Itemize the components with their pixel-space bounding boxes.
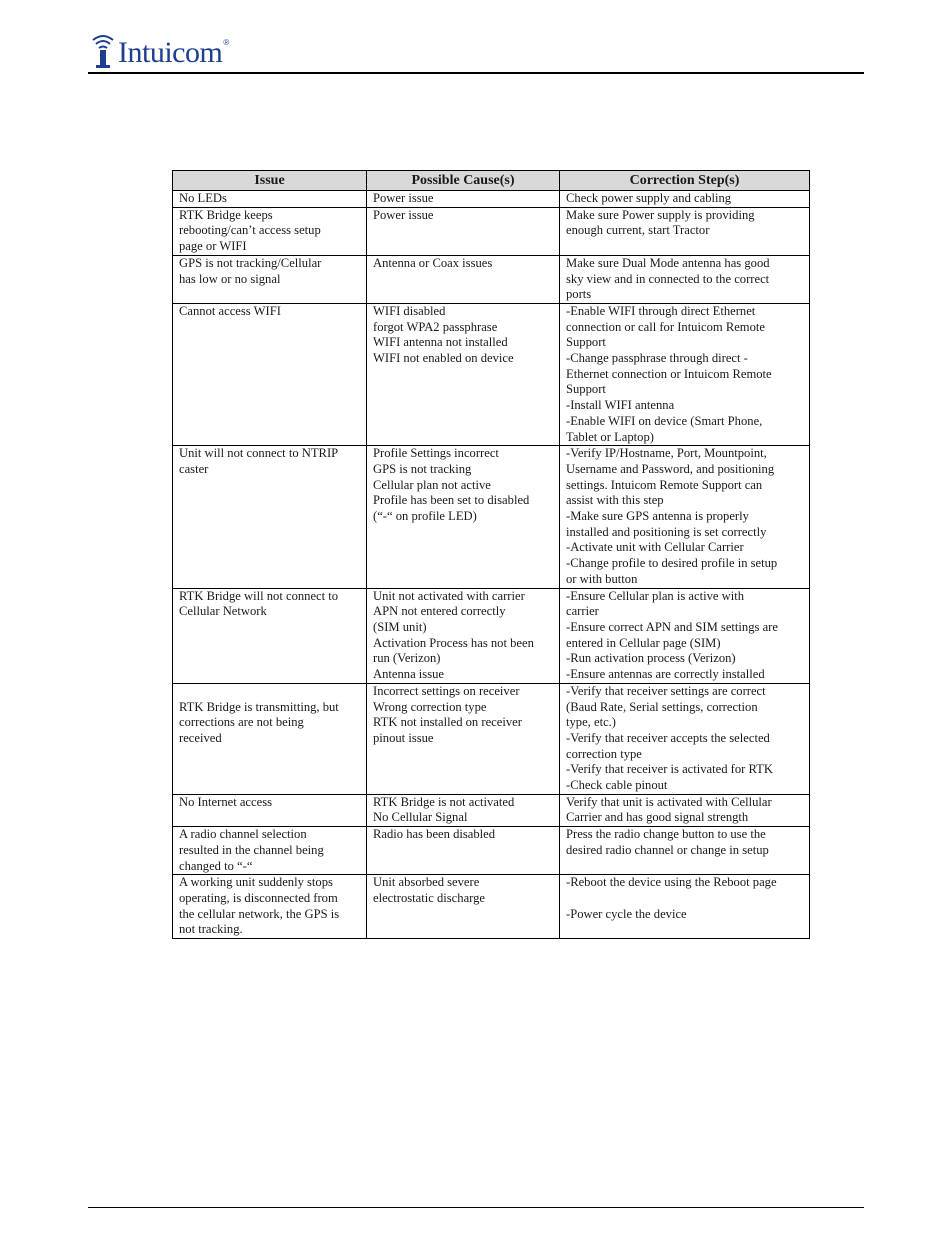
- causes-cell: [367, 446, 560, 588]
- intuicom-logo-icon: [90, 30, 116, 70]
- cell-line: Profile has been set to disabled: [373, 493, 530, 508]
- cell-line: -Ensure correct APN and SIM settings are: [566, 619, 778, 634]
- cell-line: Support: [566, 382, 606, 397]
- table-row: [173, 255, 810, 303]
- cell-line: carrier: [566, 604, 599, 619]
- cell-line: APN not entered correctly: [373, 604, 506, 619]
- cell-line: A working unit suddenly stops: [179, 875, 333, 890]
- column-header-issue: Issue: [173, 171, 367, 191]
- cell-line: sky view and in connected to the correct: [566, 271, 770, 286]
- cell-line: settings. Intuicom Remote Support can: [566, 477, 763, 492]
- cell-line: the cellular network, the GPS is: [179, 906, 340, 921]
- cell-line: caster: [179, 461, 209, 476]
- cell-line: Antenna issue: [373, 667, 444, 682]
- cell-line: Radio has been disabled: [373, 827, 496, 842]
- cell-line: [179, 684, 360, 700]
- cell-line: has low or no signal: [179, 271, 281, 286]
- column-header-correction-steps: Correction Step(s): [560, 171, 810, 191]
- cell-line: -Verify that receiver accepts the selected: [566, 730, 770, 745]
- cell-line: -Verify that receiver is activated for RTK: [566, 762, 773, 777]
- cell-line: Unit not activated with carrier: [373, 588, 525, 603]
- cell-line: (SIM unit): [373, 619, 427, 634]
- intuicom-logo: [90, 28, 229, 70]
- issue-cell: [173, 875, 367, 939]
- cell-line: page or WIFI: [179, 239, 247, 254]
- cell-line: -Enable WIFI through direct Ethernet: [566, 303, 756, 318]
- cell-line: Unit absorbed severe: [373, 875, 480, 890]
- cell-line: Username and Password, and positioning: [566, 461, 775, 476]
- cell-line: -Install WIFI antenna: [566, 398, 675, 413]
- cell-line: WIFI antenna not installed: [373, 335, 508, 350]
- cell-line: Check power supply and cabling: [566, 191, 732, 205]
- steps-cell: [560, 794, 810, 826]
- cell-line: enough current, start Tractor: [566, 223, 710, 238]
- cell-line: operating, is disconnected from: [179, 890, 338, 905]
- cell-line: -Ensure Cellular plan is active with: [566, 588, 745, 603]
- cell-line: No Cellular Signal: [373, 810, 468, 825]
- cell-line: -Make sure GPS antenna is properly: [566, 509, 749, 524]
- table-row: [173, 446, 810, 588]
- table-row: [173, 794, 810, 826]
- causes-cell: [367, 191, 560, 208]
- cell-line: Wrong correction type: [373, 699, 487, 714]
- cell-line: No LEDs: [179, 191, 227, 205]
- cell-line: pinout issue: [373, 730, 434, 745]
- cell-line: -Enable WIFI on device (Smart Phone,: [566, 413, 763, 428]
- cell-line: not tracking.: [179, 922, 243, 937]
- cell-line: Cellular plan not active: [373, 477, 491, 492]
- cell-line: electrostatic discharge: [373, 890, 486, 905]
- steps-cell: [560, 303, 810, 445]
- cell-line: Verify that unit is activated with Cellular: [566, 794, 772, 809]
- issue-cell: [173, 827, 367, 875]
- cell-line: GPS is not tracking: [373, 461, 472, 476]
- causes-cell: [367, 875, 560, 939]
- cell-line: corrections are not being: [179, 715, 304, 730]
- cell-line: RTK Bridge is not activated: [373, 794, 515, 809]
- table-row: [173, 875, 810, 939]
- issue-cell: [173, 446, 367, 588]
- cell-line: run (Verizon): [373, 651, 441, 666]
- cell-line: type, etc.): [566, 715, 616, 730]
- cell-line: ports: [566, 287, 592, 302]
- issue-cell: [173, 207, 367, 255]
- cell-line: Cellular Network: [179, 604, 267, 619]
- table-body: [173, 191, 810, 939]
- cell-line: Make sure Dual Mode antenna has good: [566, 255, 770, 270]
- table-row: [173, 683, 810, 794]
- causes-cell: [367, 683, 560, 794]
- steps-cell: [560, 255, 810, 303]
- table-header-row: [173, 171, 810, 191]
- cell-line: -Check cable pinout: [566, 778, 668, 793]
- cell-line: entered in Cellular page (SIM): [566, 635, 721, 650]
- steps-cell: [560, 191, 810, 208]
- cell-line: (“-“ on profile LED): [373, 509, 477, 524]
- cell-line: -Power cycle the device: [566, 906, 687, 921]
- cell-line: -Change profile to desired profile in setup: [566, 556, 778, 571]
- cell-line: Profile Settings incorrect: [373, 446, 499, 461]
- troubleshooting-table: [172, 170, 810, 939]
- cell-line: WIFI not enabled on device: [373, 351, 514, 366]
- steps-cell: [560, 683, 810, 794]
- cell-line: RTK Bridge keeps: [179, 207, 273, 222]
- registered-mark: ®: [223, 38, 230, 47]
- table-row: [173, 588, 810, 683]
- cell-line: Cannot access WIFI: [179, 303, 281, 318]
- cell-line: Press the radio change button to use the: [566, 827, 766, 842]
- cell-line: -Verify that receiver settings are correct: [566, 683, 766, 698]
- steps-cell: [560, 588, 810, 683]
- steps-cell: [560, 207, 810, 255]
- steps-cell: [560, 446, 810, 588]
- cell-line: installed and positioning is set correctly: [566, 524, 767, 539]
- cell-line: changed to “-“: [179, 858, 253, 873]
- cell-line: Ethernet connection or Intuicom Remote: [566, 366, 772, 381]
- logo-wordmark: Intuicom: [118, 36, 223, 69]
- cell-line: correction type: [566, 746, 642, 761]
- cell-line: RTK not installed on receiver: [373, 715, 522, 730]
- cell-line: forgot WPA2 passphrase: [373, 319, 498, 334]
- issue-cell: [173, 255, 367, 303]
- cell-line: (Baud Rate, Serial settings, correction: [566, 699, 758, 714]
- cell-line: assist with this step: [566, 493, 664, 508]
- cell-line: or with button: [566, 571, 638, 586]
- causes-cell: [367, 794, 560, 826]
- table-row: [173, 207, 810, 255]
- cell-line: [566, 891, 803, 907]
- cell-line: -Verify IP/Hostname, Port, Mountpoint,: [566, 446, 767, 461]
- footer-divider: [88, 1207, 864, 1208]
- cell-line: RTK Bridge will not connect to: [179, 588, 339, 603]
- cell-line: -Change passphrase through direct -: [566, 351, 748, 366]
- causes-cell: [367, 255, 560, 303]
- causes-cell: [367, 303, 560, 445]
- steps-cell: [560, 875, 810, 939]
- cell-line: rebooting/can’t access setup: [179, 223, 321, 238]
- issue-cell: [173, 588, 367, 683]
- cell-line: -Reboot the device using the Reboot page: [566, 875, 777, 890]
- issue-cell: [173, 191, 367, 208]
- cell-line: -Ensure antennas are correctly installed: [566, 667, 765, 682]
- causes-cell: [367, 827, 560, 875]
- cell-line: Make sure Power supply is providing: [566, 207, 755, 222]
- cell-line: Power issue: [373, 207, 434, 222]
- table-row: [173, 303, 810, 445]
- column-header-possible-causes: Possible Cause(s): [367, 171, 560, 191]
- cell-line: Tablet or Laptop): [566, 429, 654, 444]
- cell-line: -Activate unit with Cellular Carrier: [566, 540, 744, 555]
- cell-line: desired radio channel or change in setup: [566, 842, 769, 857]
- cell-line: Carrier and has good signal strength: [566, 810, 749, 825]
- cell-line: Support: [566, 335, 606, 350]
- cell-line: Unit will not connect to NTRIP: [179, 446, 339, 461]
- table-row: [173, 191, 810, 208]
- header-divider: [88, 72, 864, 74]
- cell-line: -Run activation process (Verizon): [566, 651, 736, 666]
- cell-line: Activation Process has not been: [373, 635, 534, 650]
- table-row: [173, 827, 810, 875]
- cell-line: RTK Bridge is transmitting, but: [179, 699, 339, 714]
- cell-line: connection or call for Intuicom Remote: [566, 319, 765, 334]
- cell-line: received: [179, 730, 222, 745]
- cell-line: Power issue: [373, 191, 434, 205]
- cell-line: resulted in the channel being: [179, 842, 324, 857]
- causes-cell: [367, 207, 560, 255]
- cell-line: Antenna or Coax issues: [373, 255, 493, 270]
- issue-cell: [173, 794, 367, 826]
- cell-line: GPS is not tracking/Cellular: [179, 255, 322, 270]
- steps-cell: [560, 827, 810, 875]
- cell-line: No Internet access: [179, 794, 273, 809]
- causes-cell: [367, 588, 560, 683]
- issue-cell: [173, 303, 367, 445]
- issue-cell: [173, 683, 367, 794]
- cell-line: A radio channel selection: [179, 827, 307, 842]
- cell-line: Incorrect settings on receiver: [373, 683, 520, 698]
- cell-line: WIFI disabled: [373, 303, 446, 318]
